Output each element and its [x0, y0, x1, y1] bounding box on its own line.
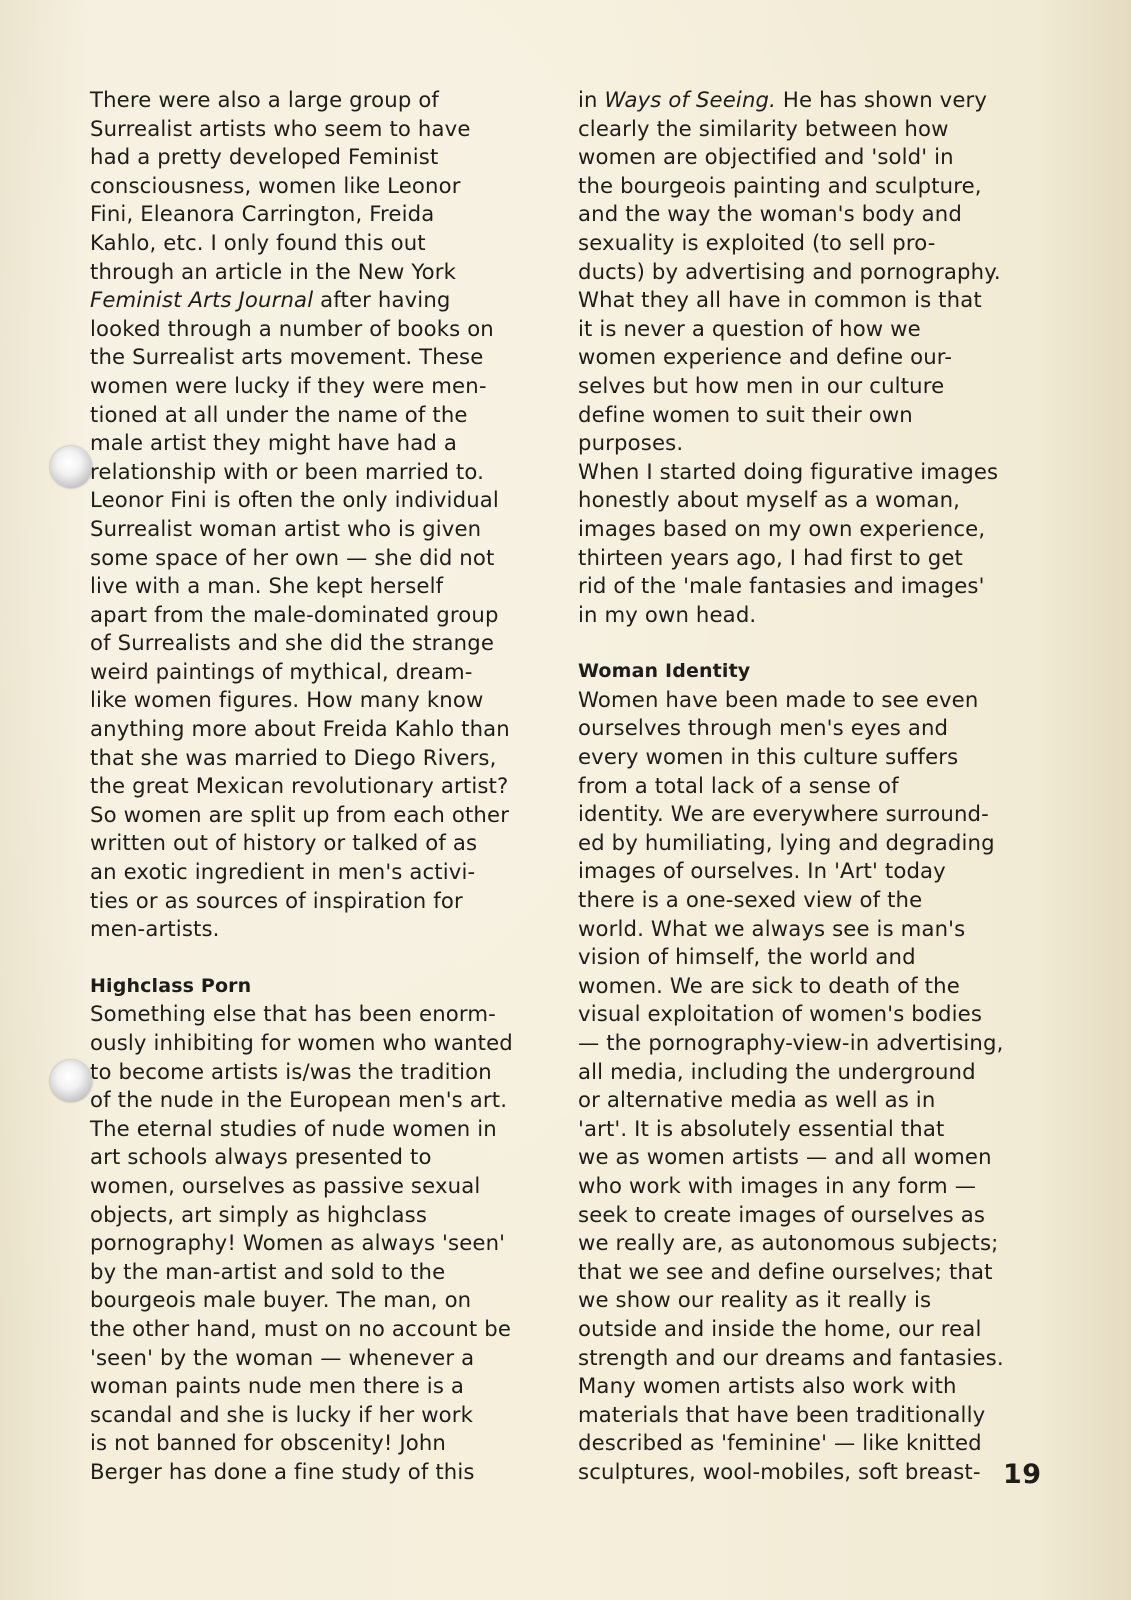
text-line: ducts) by advertising and pornography.: [578, 258, 1001, 284]
text-line: seek to create images of ourselves as: [578, 1201, 986, 1227]
text-line: all media, including the underground: [578, 1058, 976, 1084]
text-line: apart from the male-dominated group: [90, 601, 499, 627]
left-column: [90, 86, 513, 1487]
text-line: [90, 286, 513, 315]
text-line: the Surrealist arts movement. These: [90, 344, 484, 370]
text-line: purposes.: [578, 430, 684, 456]
text-line: ed by humiliating, lying and degrading: [578, 829, 995, 855]
text-line: selves but how men in our culture: [578, 372, 945, 398]
text-line: the bourgeois painting and sculpture,: [578, 172, 982, 198]
text-line: live with a man. She kept herself: [90, 573, 444, 599]
text-line: materials that have been traditionally: [578, 1401, 986, 1427]
text-line: Fini, Eleanora Carrington, Freida: [90, 201, 435, 227]
text-line: When I started doing figurative images: [578, 458, 999, 484]
text-line: written out of history or talked of as: [90, 830, 478, 856]
text-line: an exotic ingredient in men's activi-: [90, 859, 476, 885]
text-line: outside and inside the home, our real: [578, 1315, 982, 1341]
text-line: scandal and she is lucky if her work: [90, 1401, 474, 1427]
text-line: anything more about Freida Kahlo than: [90, 716, 510, 742]
text-line: world. What we always see is man's: [578, 915, 966, 941]
punch-hole: [50, 1060, 92, 1102]
text-line: Surrealist artists who seem to have: [90, 115, 471, 141]
text-line: relationship with or been married to.: [90, 458, 485, 484]
text-line: in my own head.: [578, 601, 757, 627]
text-line: from a total lack of a sense of: [578, 772, 899, 798]
text-line: thirteen years ago, I had first to get: [578, 544, 963, 570]
journal-title: Feminist Arts Journal: [90, 287, 314, 313]
text-line: woman paints nude men there is a: [90, 1373, 465, 1399]
paragraph-gap: [90, 944, 513, 972]
text-line: we really are, as autonomous subjects;: [578, 1230, 999, 1256]
text-line: the great Mexican revolutionary artist?: [90, 773, 509, 799]
text-fragment: He has shown very: [782, 87, 988, 112]
text-fragment: in: [578, 87, 598, 112]
text-line: that we see and define ourselves; that: [578, 1258, 993, 1284]
text-line: who work with images in any form —: [578, 1172, 977, 1198]
text-line: of Surrealists and she did the strange: [90, 630, 495, 656]
text-fragment: after having: [320, 287, 451, 313]
text-line: like women figures. How many know: [90, 687, 484, 713]
text-line: objects, art simply as highclass: [90, 1201, 428, 1227]
text-line: Women have been made to see even: [578, 686, 979, 712]
text-line: Surrealist woman artist who is given: [90, 515, 482, 541]
text-line: by the man-artist and sold to the: [90, 1258, 446, 1284]
text-line: What they all have in common is that: [578, 287, 982, 313]
page-number: 19: [1003, 1459, 1042, 1490]
text-line: every women in this culture suffers: [578, 744, 959, 770]
text-line: women experience and define our-: [578, 344, 953, 370]
text-line: bourgeois male buyer. The man, on: [90, 1287, 472, 1313]
text-line: 'seen' by the woman — whenever a: [90, 1344, 475, 1370]
text-line: Kahlo, etc. I only found this out: [90, 229, 426, 255]
text-line: sexuality is exploited (to sell pro-: [578, 229, 936, 255]
text-line: visual exploitation of women's bodies: [578, 1001, 983, 1027]
text-line: 'art'. It is absolutely essential that: [578, 1115, 945, 1141]
text-line: some space of her own — she did not: [90, 544, 495, 570]
text-line: looked through a number of books on: [90, 315, 494, 341]
text-line: images of ourselves. In 'Art' today: [578, 858, 946, 884]
text-line: we show our reality as it really is: [578, 1287, 932, 1313]
text-line: — the pornography-view-in advertising,: [578, 1030, 1004, 1055]
text-line: that she was married to Diego Rivers,: [90, 744, 497, 770]
text-line: define women to suit their own: [578, 401, 913, 427]
text-line: sculptures, wool-mobiles, soft breast-: [578, 1458, 981, 1484]
text-line: there is a one-sexed view of the: [578, 887, 923, 913]
text-line: ties or as sources of inspiration for: [90, 887, 463, 913]
text-line: the other hand, must on no account be: [90, 1315, 512, 1341]
text-line: Berger has done a fine study of this: [90, 1458, 475, 1484]
text-line: The eternal studies of nude women in: [90, 1115, 497, 1141]
text-line: art schools always presented to: [90, 1144, 432, 1170]
text-line: pornography! Women as always 'seen': [90, 1230, 506, 1256]
text-line: ourselves through men's eyes and: [578, 715, 949, 741]
text-line: women were lucky if they were men-: [90, 372, 487, 398]
text-line: tioned at all under the name of the: [90, 401, 468, 427]
text-line: consciousness, women like Leonor: [90, 172, 461, 198]
text-line: to become artists is/was the tradition: [90, 1058, 492, 1084]
text-line: Something else that has been enorm-: [90, 1001, 496, 1027]
text-line: men-artists.: [90, 916, 220, 942]
text-line: had a pretty developed Feminist: [90, 144, 439, 170]
text-line: it is never a question of how we: [578, 315, 921, 341]
text-line: Many women artists also work with: [578, 1373, 957, 1399]
text-line: we as women artists — and all women: [578, 1144, 992, 1170]
text-line: and the way the woman's body and: [578, 201, 962, 227]
text-line: [578, 86, 1004, 115]
text-line: weird paintings of mythical, dream-: [90, 658, 473, 684]
text-line: is not banned for obscenity! John: [90, 1430, 447, 1456]
text-line: honestly about myself as a woman,: [578, 487, 961, 513]
book-title: Ways of Seeing.: [604, 87, 777, 112]
punch-hole: [50, 446, 92, 488]
right-column: [578, 86, 1004, 1487]
text-line: ously inhibiting for women who wanted: [90, 1030, 513, 1055]
text-line: There were also a large group of: [90, 87, 440, 112]
text-line: described as 'feminine' — like knitted: [578, 1430, 982, 1456]
text-line: of the nude in the European men's art.: [90, 1087, 508, 1113]
text-line: images based on my own experience,: [578, 515, 986, 541]
paragraph-gap: [578, 629, 1004, 657]
text-line: through an article in the New York: [90, 258, 456, 284]
text-line: So women are split up from each other: [90, 801, 510, 827]
text-line: women are objectified and 'sold' in: [578, 144, 954, 170]
text-line: vision of himself, the world and: [578, 944, 916, 970]
section-heading: Woman Identity: [578, 660, 751, 683]
text-line: identity. We are everywhere surround-: [578, 801, 989, 827]
text-line: or alternative media as well as in: [578, 1087, 936, 1113]
text-line: strength and our dreams and fantasies.: [578, 1344, 1004, 1370]
text-line: Leonor Fini is often the only individual: [90, 487, 499, 513]
text-line: women, ourselves as passive sexual: [90, 1172, 481, 1198]
text-line: women. We are sick to death of the: [578, 972, 960, 998]
text-line: male artist they might have had a: [90, 430, 457, 456]
text-line: clearly the similarity between how: [578, 115, 949, 141]
text-line: rid of the 'male fantasies and images': [578, 573, 985, 599]
section-heading: Highclass Porn: [90, 974, 252, 997]
